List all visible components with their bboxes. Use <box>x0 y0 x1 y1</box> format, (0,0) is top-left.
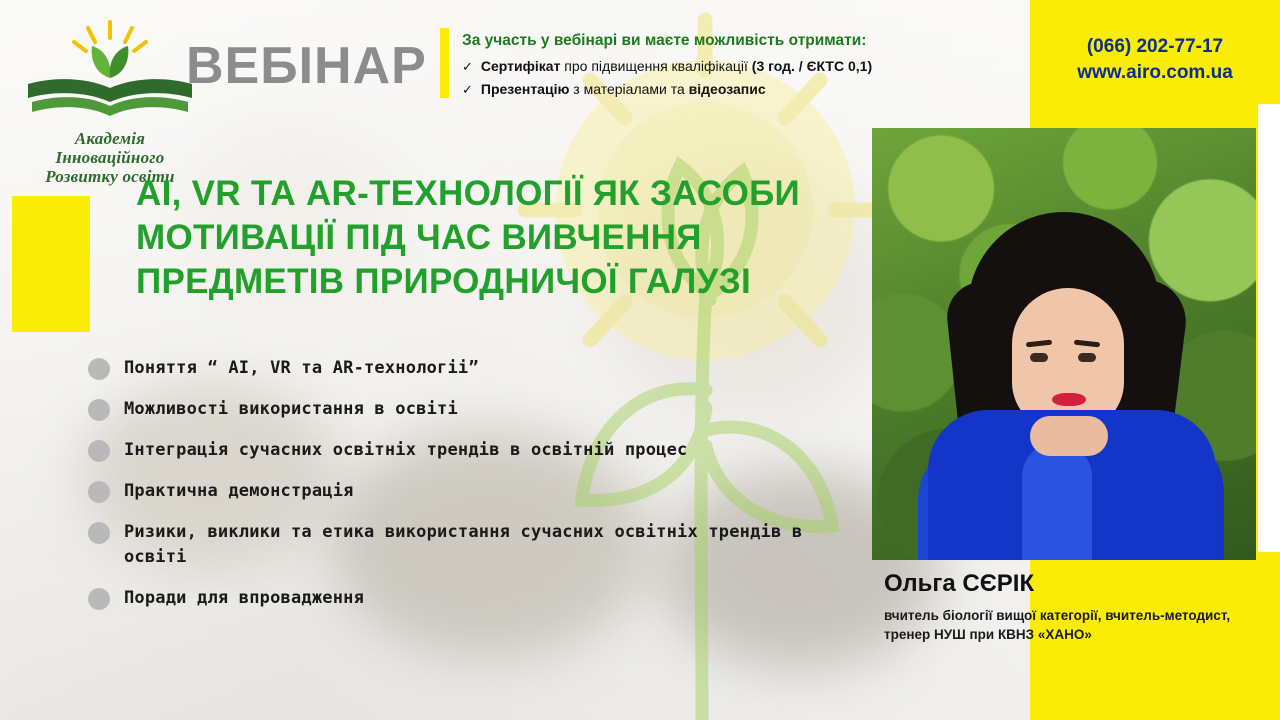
eye-right <box>1078 353 1096 362</box>
agenda-list <box>88 356 848 627</box>
page-title: AI, VR ТА AR-ТЕХНОЛОГІЇ ЯК ЗАСОБИ МОТИВАЦІЇ ПІД ЧАС ВИВЧЕННЯ ПРЕДМЕТІВ ПРИРОДНИЧОЇ ГАЛУЗІ <box>136 174 801 301</box>
book-sun-logo-icon <box>18 18 202 122</box>
benefit-mid: з матеріалами та <box>569 81 689 97</box>
agenda-item-label: Інтеграція сучасних освітніх трендів в освітній процес <box>124 440 688 460</box>
benefits-block <box>462 32 982 100</box>
dress-ruffle <box>1022 442 1092 560</box>
agenda-item-label: Поняття “ AI, VR та AR-технологіi” <box>124 358 479 378</box>
yellow-accent-bar-top <box>440 28 449 98</box>
logo-line-3: Розвитку освіти <box>45 167 175 186</box>
list-item <box>88 438 848 463</box>
list-item <box>88 586 848 611</box>
bullet-icon <box>88 588 110 610</box>
benefit-item <box>462 56 982 77</box>
webinar-heading: ВЕБІНАР <box>186 37 427 95</box>
benefit-bold-lead: Презентацію <box>480 81 570 97</box>
check-icon: ✓ <box>462 82 473 97</box>
logo-line-1: Академія <box>74 129 146 148</box>
speaker-photo <box>872 128 1256 560</box>
bullet-icon <box>88 358 110 380</box>
benefit-bold-lead: Сертифікат <box>480 58 561 74</box>
agenda-item-label: Практична демонстрація <box>124 481 354 501</box>
agenda-item-label: Поради для впровадження <box>124 588 365 608</box>
benefit-item <box>462 79 982 100</box>
benefit-mid: про підвищення кваліфікації <box>560 58 752 74</box>
check-icon: ✓ <box>462 59 473 74</box>
lips <box>1052 393 1086 406</box>
chest-skin <box>1030 416 1108 456</box>
benefit-text <box>481 79 766 99</box>
bullet-icon <box>88 440 110 462</box>
speaker-name: Ольга СЄРІК <box>884 570 1035 597</box>
list-item <box>88 479 848 504</box>
contacts-block <box>1048 34 1262 86</box>
list-item <box>88 520 848 570</box>
white-notch <box>1258 104 1280 552</box>
bullet-icon <box>88 399 110 421</box>
agenda-item-label: Можливості використання в освіті <box>124 399 458 419</box>
website-url[interactable]: www.airo.com.ua <box>1077 62 1233 83</box>
bullet-icon <box>88 522 110 544</box>
benefit-bold-tail: відеозапис <box>688 81 766 97</box>
benefit-text <box>481 56 872 76</box>
benefit-bold-tail: (3 год. / ЄКТС 0,1) <box>751 58 873 74</box>
logo-line-2: Інноваційного <box>55 148 165 167</box>
speaker-role: вчитель біології вищої категорії, вчитель-методист, тренер НУШ при КВНЗ «ХАНО» <box>884 608 1231 642</box>
eye-left <box>1030 353 1048 362</box>
academy-logo <box>18 18 202 186</box>
list-item <box>88 397 848 422</box>
agenda-item-label: Ризики, виклики та етика використання сучасних освітніх трендів в освіті <box>124 522 803 567</box>
phone-number[interactable]: (066) 202-77-17 <box>1086 36 1224 57</box>
photo-person <box>872 230 1256 560</box>
benefits-title: За участь у вебінарі ви маєте можливість отримати: <box>462 32 867 49</box>
yellow-accent-block-left <box>12 196 90 332</box>
list-item <box>88 356 848 381</box>
bullet-icon <box>88 481 110 503</box>
